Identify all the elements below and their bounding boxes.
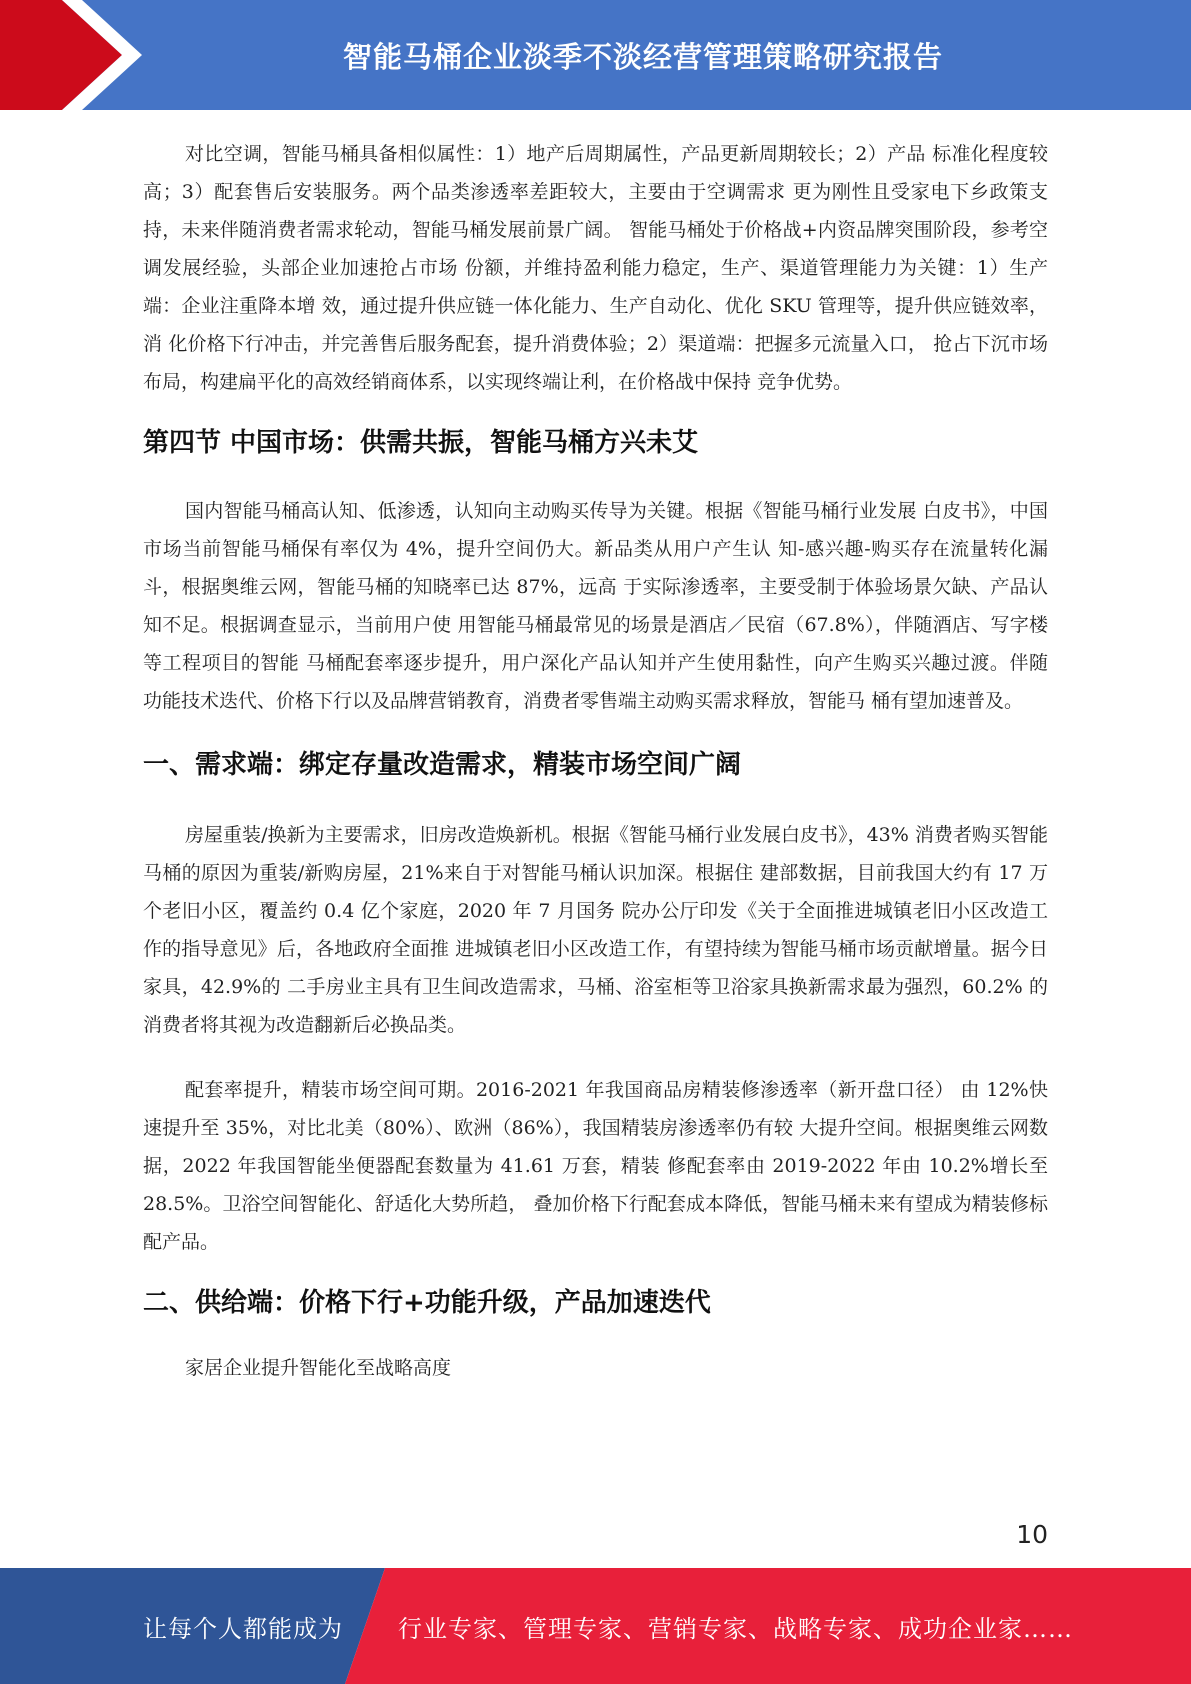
paragraph-renovation-demand: 房屋重装/换新为主要需求，旧房改造焕新机。根据《智能马桶行业发展白皮书》，43% 消费者购买智能马桶的原因为重装/新购房屋，21%来自于对智能马桶认识加深。根据住 建部数据，目前我国大约有 17 万个老旧小区，覆盖约 0.4 亿个家庭，2020 年 7 月国务 院办公厅印发《关于全面推进城镇老旧小区改造工作的指导意见》后，各地政府全面推 进城镇老旧小区改造工作，有望持续为智能马桶市场贡献增量。据今日家具，42.9%的 二手房业主具有卫生间改造需求，马桶、浴室柜等卫浴家具换新需求最为强烈，60.2% 的消费者将其视为改造翻新后必换品类。 <box>143 824 1048 1036</box>
paragraph-awareness-penetration: 国内智能马桶高认知、低渗透，认知向主动购买传导为关键。根据《智能马桶行业发展 白皮书》，中国市场当前智能马桶保有率仅为 4%，提升空间仍大。新品类从用户产生认 知-感兴趣-购买存在流量转化漏斗，根据奥维云网，智能马桶的知晓率已达 87%，远高 于实际渗透率，主要受制于体验场景欠缺、产品认知不足。根据调查显示，当前用户使 用智能马桶最常见的场景是酒店／民宿（67.8%），伴随酒店、写字楼等工程项目的智能 马桶配套率逐步提升，用户深化产品认知并产生使用黏性，向产生购买兴趣过渡。伴随 功能技术迭代、价格下行以及品牌营销教育，消费者零售端主动购买需求释放，智能马 桶有望加速普及。 <box>143 500 1048 712</box>
paragraph-air-conditioner-comparison: 对比空调，智能马桶具备相似属性：1）地产后周期属性，产品更新周期较长；2）产品 标准化程度较高；3）配套售后安装服务。两个品类渗透率差距较大，主要由于空调需求 更为刚性且受家电下乡政策支持，未来伴随消费者需求轮动，智能马桶发展前景广阔。 智能马桶处于价格战+内资品牌突围阶段，参考空调发展经验，头部企业加速抢占市场 份额，并维持盈利能力稳定，生产、渠道管理能力为关键：1）生产端：企业注重降本增 效，通过提升供应链一体化能力、生产自动化、优化 SKU 管理等，提升供应链效率，消 化价格下行冲击，并完善售后服务配套，提升消费体验；2）渠道端：把握多元流量入口， 抢占下沉市场布局，构建扁平化的高效经销商体系，以实现终端让利，在价格战中保持 竞争优势。 <box>143 143 1048 393</box>
footer-slogan-right: 行业专家、管理专家、营销专家、战略专家、成功企业家…… <box>398 1614 1073 1643</box>
paragraph-fit-out-market: 配套率提升，精装市场空间可期。2016-2021 年我国商品房精装修渗透率（新开盘口径） 由 12%快速提升至 35%，对比北美（80%）、欧洲（86%），我国精装房渗透率仍有较 大提升空间。根据奥维云网数据，2022 年我国智能坐便器配套数量为 41.61 万套，精装 修配套率由 2019-2022 年由 10.2%增长至 28.5%。卫浴空间智能化、舒适化大势所趋， 叠加价格下行配套成本降低，智能马桶未来有望成为精装修标配产品。 <box>143 1079 1048 1253</box>
footer-slogan-left: 让每个人都能成为 <box>143 1614 343 1643</box>
page-footer <box>0 1568 1191 1684</box>
section-heading-demand-side: 一、需求端：绑定存量改造需求，精装市场空间广阔 <box>143 750 742 780</box>
page-number: 10 <box>1016 1520 1048 1549</box>
paragraph-smart-strategy: 家居企业提升智能化至战略高度 <box>185 1357 452 1379</box>
section-heading-china-market: 第四节 中国市场：供需共振，智能马桶方兴未艾 <box>143 428 699 458</box>
page-content <box>143 135 1048 1387</box>
page-header <box>0 0 1191 110</box>
section-heading-supply-side: 二、供给端：价格下行+功能升级，产品加速迭代 <box>143 1288 711 1318</box>
report-title: 智能马桶企业淡季不淡经营管理策略研究报告 <box>342 39 943 74</box>
